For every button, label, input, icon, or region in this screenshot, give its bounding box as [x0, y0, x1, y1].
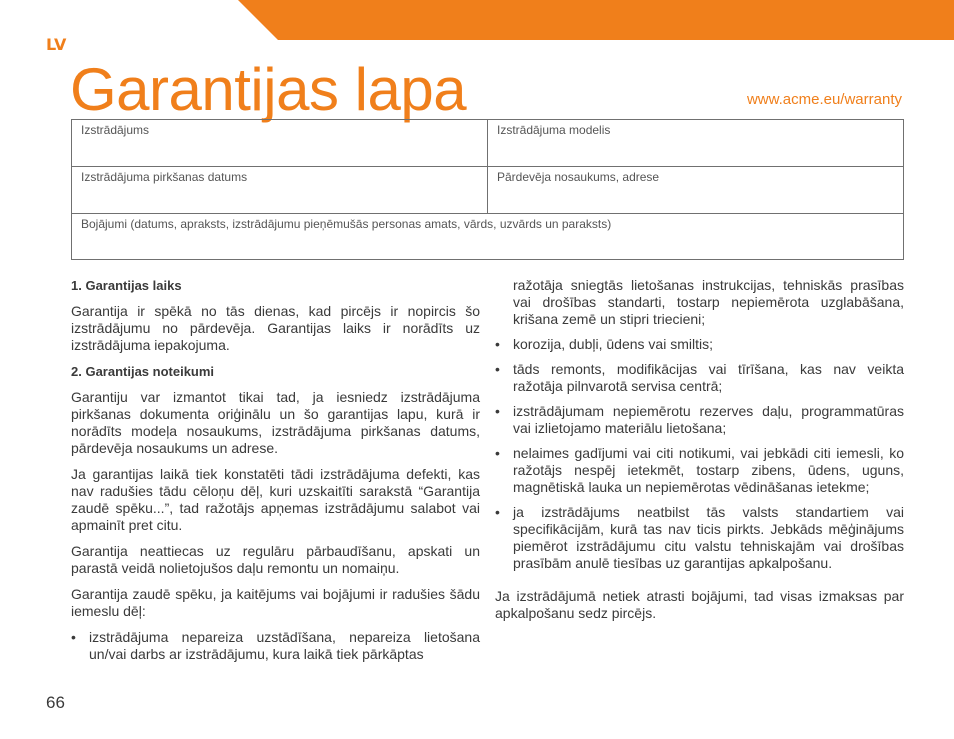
form-cell-product: Izstrādājums [72, 120, 488, 167]
list-item [495, 361, 904, 395]
list-item-text: korozija, dubļi, ūdens vai smiltis; [513, 336, 713, 352]
list-item-text: nelaimes gadījumi vai citi notikumi, vai jebkādi citi iemesli, ko ražotājs nespēj ietekmēt, tostarp zibens, ūdens, uguns, magnētiskā lauka un nepiemērotas vēdināšanas ietekme; [513, 445, 904, 495]
list-item [495, 336, 904, 353]
language-code: LV [46, 35, 67, 54]
paragraph-terms-1: Garantiju var izmantot tikai tad, ja iesniedz izstrādājuma pirkšanas dokumenta oriģinālu un šo garantijas lapu, kurā ir norādīts modeļa nosaukums, izstrādājuma pirkšanas datums, pārdevēja nosaukums un adrese. [71, 389, 480, 456]
list-item-continuation: ražotāja sniegtās lietošanas instrukcijas, tehniskās prasības vai drošības standarti, tostarp nepiemērota uzglabāšana, krišana zemē un stipri triecieni; [513, 277, 904, 327]
list-item [71, 629, 480, 663]
form-cell-defects: Bojājumi (datums, apraksts, izstrādājumu pieņēmušās personas amats, vārds, uzvārds un paraksts) [81, 217, 612, 231]
list-item [495, 445, 904, 496]
bullet-glyph: • [495, 361, 500, 377]
paragraph-warranty-period: Garantija ir spēkā no tās dienas, kad pircējs ir nopircis šo izstrādājumu no pārdevēja. Garantijas laiks ir norādīts uz izstrādājuma iepakojuma. [71, 303, 480, 353]
warranty-url[interactable]: www.acme.eu/warranty [746, 91, 902, 108]
page-number: 66 [46, 693, 65, 712]
paragraph-terms-3: Garantija neattiecas uz regulāru pārbaudīšanu, apskati un parastā veidā nolietojušos daļu remontu un nomaiņu. [71, 543, 480, 576]
page-title: Garantijas lapa [70, 56, 467, 123]
list-item-text: izstrādājuma nepareiza uzstādīšana, nepareiza lietošana un/vai darbs ar izstrādājumu, kura laikā tiek pārkāptas [89, 629, 480, 662]
form-cell-purchase-date: Izstrādājuma pirkšanas datums [72, 167, 488, 214]
list-item-text: ja izstrādājums neatbilst tās valsts standartiem vai specifikācijām, kurā tas nav ticis pirkts. Jebkāds mēģinājums piemērot izstrādājumu citu valstu tehniskajām vai drošības prasībām anulē tiesības uz garantijas apkalpošanu. [513, 504, 904, 571]
form-cell-model: Izstrādājuma modelis [488, 120, 903, 167]
list-item-text: izstrādājumam nepiemērotu rezerves daļu, programmatūras vai izlietojamo materiālu lietošana; [513, 403, 904, 436]
bullet-glyph: • [495, 403, 500, 419]
bullet-glyph: • [495, 504, 500, 520]
form-cell-seller: Pārdevēja nosaukums, adrese [488, 167, 903, 214]
top-orange-banner [0, 0, 954, 40]
bullet-glyph: • [71, 629, 76, 645]
bullet-glyph: • [495, 336, 500, 352]
bullet-glyph: • [495, 445, 500, 461]
list-item [495, 403, 904, 437]
warranty-form-table [71, 119, 904, 260]
list-item [495, 504, 904, 572]
void-conditions-list [71, 629, 480, 663]
void-conditions-list-continued [495, 336, 904, 572]
paragraph-final: Ja izstrādājumā netiek atrasti bojājumi, tad visas izmaksas par apkalpošanu sedz pircējs. [495, 588, 904, 621]
right-column [495, 277, 904, 631]
list-item-text: tāds remonts, modifikācijas vai tīrīšana, kas nav veikta ražotāja pilnvarotā servisa centrā; [513, 361, 904, 394]
paragraph-terms-2: Ja garantijas laikā tiek konstatēti tādi izstrādājuma defekti, kas nav radušies tādu cēloņu dēļ, kuri uzskaitīti sarakstā “Garantija zaudē spēku...”, tad ražotājs apņemas izstrādājumu salabot vai apmainīt pret citu. [71, 466, 480, 533]
paragraph-terms-4: Garantija zaudē spēku, ja kaitējums vai bojājumi ir radušies šādu iemeslu dēļ: [71, 586, 480, 619]
section-heading-warranty-terms: 2. Garantijas noteikumi [71, 364, 215, 379]
section-heading-warranty-period: 1. Garantijas laiks [71, 278, 182, 293]
left-column [71, 277, 480, 671]
